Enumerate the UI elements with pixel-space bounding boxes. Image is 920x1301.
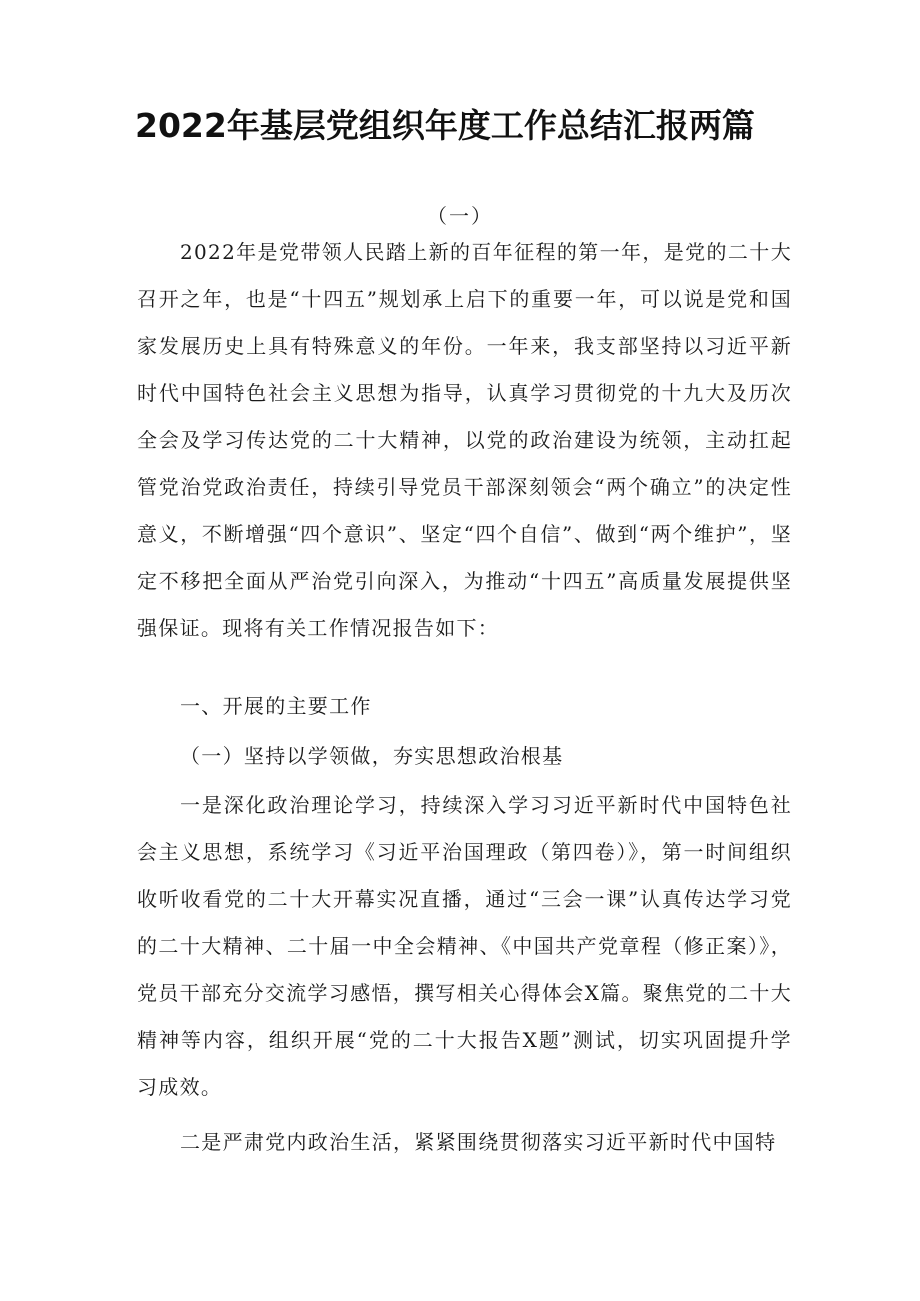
document-title: 2022年基层党组织年度工作总结汇报两篇	[135, 106, 755, 145]
body-paragraph-political-life: 二是严肃党内政治生活，紧紧围绕贯彻落实习近平新时代中国特	[180, 1130, 777, 1154]
body-paragraph-study: 一是深化政治理论学习，持续深入学习习近平新时代中国特色社会主义思想，系统学习《习近平治国理政（第四卷）》，第一时间组织收听收看党的二十大开幕实况直播，通过“三会一课”认真传达学习党的二十大精神、二十届一中全会精神、《中国共产党章程（修正案）》，党员干部充分交流学习感悟，撰写相关心得体会X篇。聚焦党的二十大精神等内容，组织开展“党的二十大报告X题”测试，切实巩固提升学习成效。	[137, 793, 792, 1099]
section-number: （一）	[427, 204, 493, 228]
subsection-heading: （一）坚持以学领做，夯实思想政治根基	[180, 744, 564, 768]
intro-paragraph: 2022年是党带领人民踏上新的百年征程的第一年，是党的二十大召开之年，也是“十四五”规划承上启下的重要一年，可以说是党和国家发展历史上具有特殊意义的年份。一年来，我支部坚持以习近平新时代中国特色社会主义思想为指导，认真学习贯彻党的十九大及历次全会及学习传达党的二十大精神，以党的政治建设为统领，主动扛起管党治党政治责任，持续引导党员干部深刻领会“两个确立”的决定性意义，不断增强“四个意识”、坚定“四个自信”、做到“两个维护”，坚定不移把全面从严治党引向深入，为推动“十四五”高质量发展提供坚强保证。现将有关工作情况报告如下：	[137, 240, 792, 640]
section-heading: 一、开展的主要工作	[180, 694, 372, 718]
